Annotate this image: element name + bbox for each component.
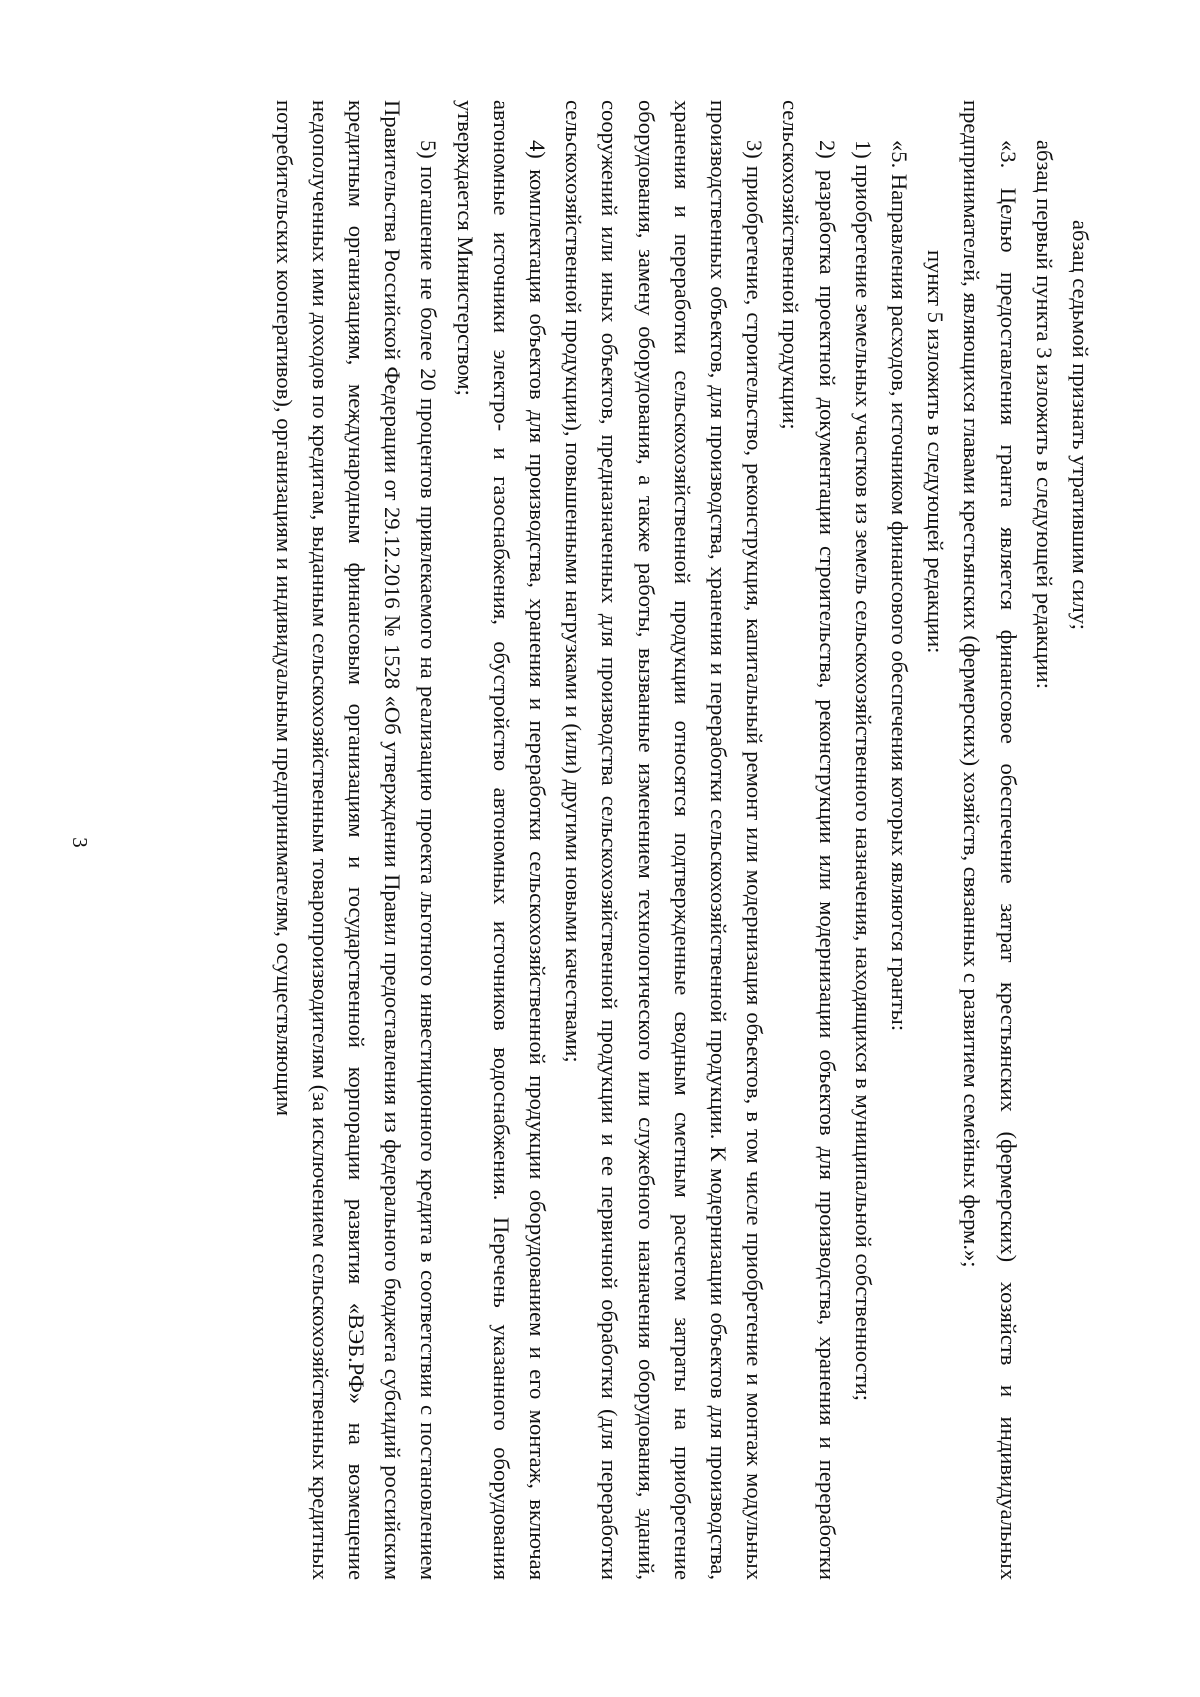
paragraph-item-4: 4) комплектация объектов для производства, хранения и переработки сельскохозяйственной продукции оборудованием и его монтаж, включая автономные источники электро- и газоснабжения, обустройство автономных источников водоснабжения. Перечень указанного оборудования утверждается Министерством; — [452, 100, 550, 1580]
page-number: 3 — [67, 837, 92, 848]
paragraph-item-3: 3) приобретение, строительство, реконструкция, капитальный ремонт или модернизация объектов, в том числе приобретение и монтаж модульных производственных объектов, для производства, хранения и переработки сельскохозяйственной продукции. К модернизации объектов для производства, хранения и переработки сельскохозяйственной продукции относятся подтвержденные сводным сметным расчетом затраты на приобретение оборудования, замену оборудования, а также работы, вызванные изменением технологического или служебного назначения оборудования, зданий, сооружений или иных объектов, предназначенных для производства сельскохозяйственной продукции и ее первичной обработки (для переработки сельскохозяйственной продукции), повышенными нагрузками и (или) другими новыми качествами; — [561, 100, 768, 1580]
paragraph-abzac-7: абзац седьмой признать утратившим силу; — [1068, 220, 1093, 631]
paragraph-abzac-1: абзац первый пункта 3 изложить в следующей редакции: — [1031, 140, 1057, 689]
paragraph-point-5-title: «5. Направления расходов, источником финансового обеспечения которых являются гранты: — [886, 140, 912, 1032]
paragraph-item-1: 1) приобретение земельных участков из земель сельскохозяйственного назначения, находящихся в муниципальной собственности; — [850, 140, 876, 1402]
paragraph-point-3: «3. Целью предоставления гранта является финансовое обеспечение затрат крестьянских (фермерских) хозяйств и индивидуальных предпринимателей, являющихся главами крестьянских (фермерских) хозяйств, связанных с развитием семейных ферм.»; — [959, 100, 1021, 1580]
paragraph-item-2: 2) разработка проектной документации строительства, реконструкции или модернизации объектов для производства, хранения и переработки сельскохозяйственной продукции; — [778, 100, 840, 1580]
document-body — [265, 100, 1098, 1580]
paragraph-item-5: 5) погашение не более 20 процентов привлекаемого на реализацию проекта льготного инвестиционного кредита в соответствии с постановлением Правительства Российской Федерации от 29.12.2016 № 1528 «Об утверждении Правил предоставления из федерального бюджета субсидий российским кредитным организациям, международным финансовым организациям и государственной корпорации развития «ВЭБ.РФ» на возмещение недополученных ими доходов по кредитам, выданным сельскохозяйственным товаропроизводителям (за исключением сельскохозяйственных кредитных потребительских кооперативов), организациям и индивидуальным предпринимателям, осуществляющим — [271, 100, 442, 1580]
paragraph-point-5-intro: пункт 5 изложить в следующей редакции: — [923, 250, 949, 654]
